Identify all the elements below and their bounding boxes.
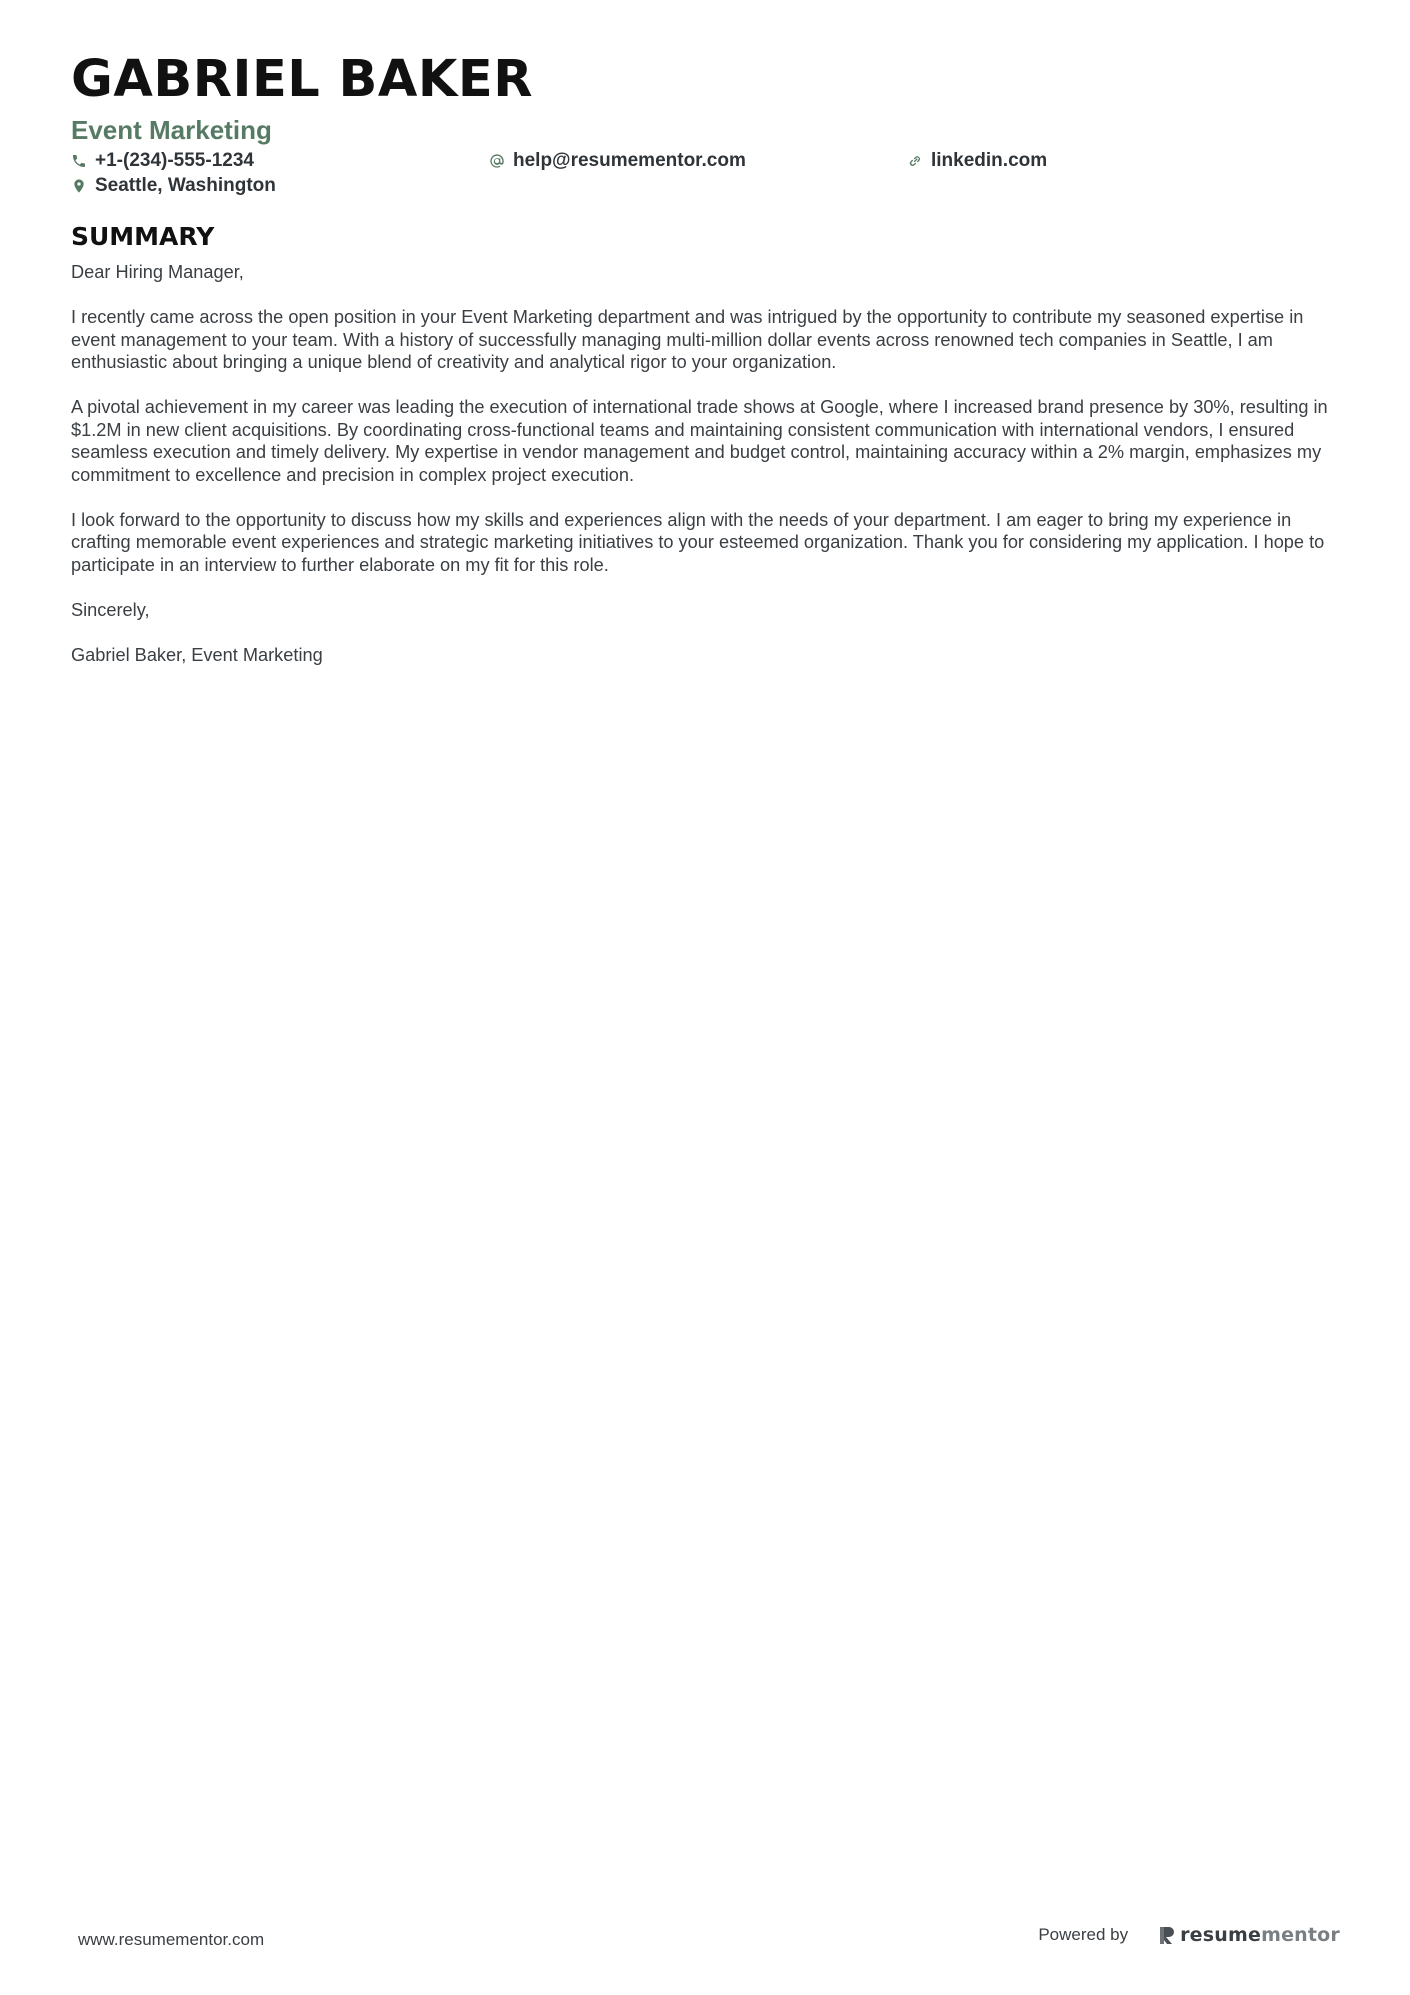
phone-icon bbox=[71, 153, 87, 169]
contact-email bbox=[489, 149, 746, 173]
footer-branding bbox=[1038, 1924, 1340, 1946]
brand-text-resume: resume bbox=[1180, 1924, 1262, 1946]
contact-location bbox=[71, 174, 276, 198]
cover-letter-body bbox=[71, 261, 1346, 689]
letter-paragraph-3: I look forward to the opportunity to discuss how my skills and experiences align with the needs of your department. I am eager to bring my experience in crafting memorable event experiences and strategic marketing initiatives to your esteemed organization. Thank you for considering my application. I hope to participate in an interview to further elaborate on my fit for this role. bbox=[71, 509, 1325, 575]
candidate-role: Event Marketing bbox=[71, 115, 272, 145]
email-text: help@resumementor.com bbox=[513, 150, 746, 171]
link-icon bbox=[907, 153, 923, 169]
candidate-name: GABRIEL BAKER bbox=[71, 50, 534, 109]
summary-heading: SUMMARY bbox=[71, 222, 215, 251]
brand-logo[interactable] bbox=[1158, 1924, 1340, 1946]
contact-phone bbox=[71, 149, 254, 173]
letter-paragraph-1: I recently came across the open position in your Event Marketing department and was intrigued by the opportunity to contribute my seasoned expertise in event management to your team. With a history of successfully managing multi-million dollar events across renowned tech companies in Seattle, I am enthusiastic about bringing a unique blend of creativity and analytical rigor to your organization. bbox=[71, 307, 1304, 372]
brand-text-mentor: mentor bbox=[1261, 1924, 1340, 1946]
powered-by-label: Powered by bbox=[1038, 1925, 1129, 1944]
contact-website bbox=[907, 149, 1047, 173]
phone-text: +1-(234)-555-1234 bbox=[95, 150, 254, 171]
closing: Sincerely, bbox=[71, 599, 150, 620]
signature: Gabriel Baker, Event Marketing bbox=[71, 644, 323, 665]
location-text: Seattle, Washington bbox=[95, 175, 276, 196]
at-sign-icon bbox=[489, 153, 505, 169]
website-text: linkedin.com bbox=[931, 150, 1048, 171]
salutation: Dear Hiring Manager, bbox=[71, 262, 244, 282]
letter-paragraph-2: A pivotal achievement in my career was leading the execution of international trade shows at Google, where I increased brand presence by 30%, resulting in $1.2M in new client acquisitions. By coordinating cross-functional teams and maintaining consistent communication with international vendors, I ensured seamless execution and timely delivery. My expertise in vendor management and budget control, maintaining accuracy within a 2% margin, emphasizes my commitment to excellence and precision in complex project execution. bbox=[71, 397, 1328, 485]
map-pin-icon bbox=[71, 178, 87, 194]
footer-website[interactable]: www.resumementor.com bbox=[78, 1930, 265, 1949]
brand-mark-icon bbox=[1158, 1925, 1176, 1945]
